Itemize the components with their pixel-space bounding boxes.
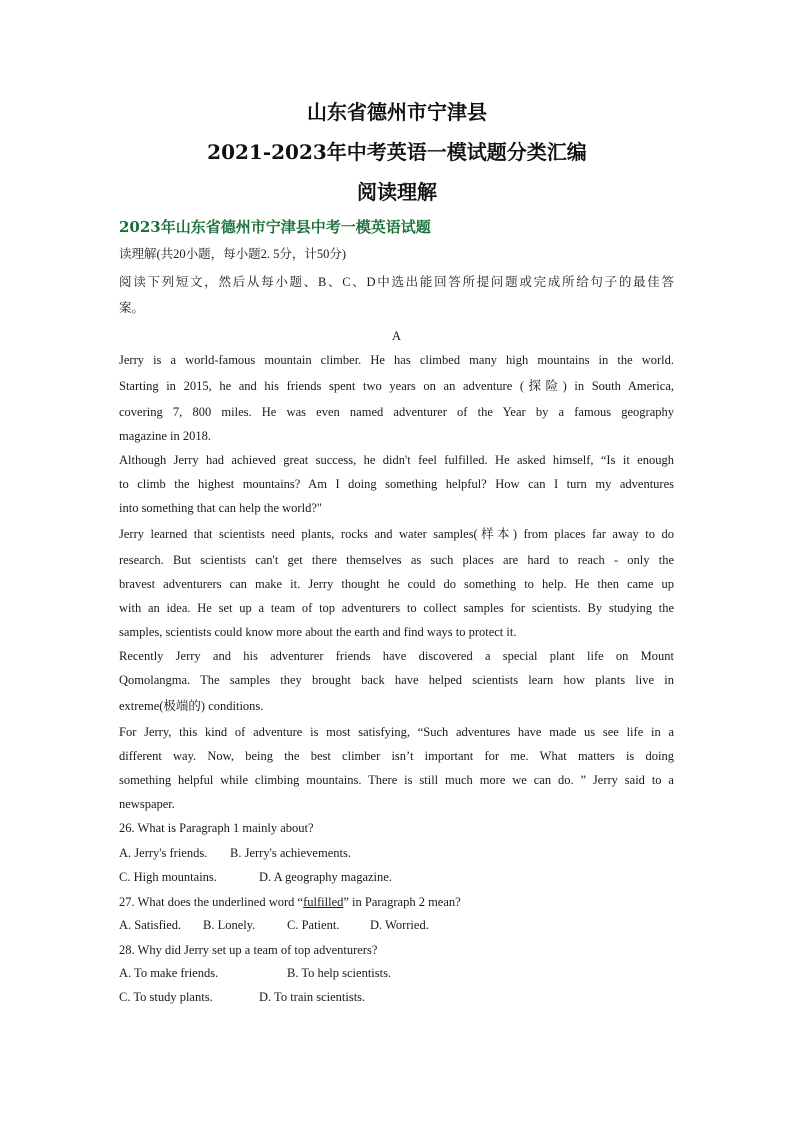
question-26-stem: 26. What is Paragraph 1 mainly about? [119, 821, 314, 835]
q27-stem-before: 27. What does the underlined word “ [119, 895, 304, 909]
q26-option-d: D. A geography magazine. [259, 870, 392, 884]
q26-option-b: B. Jerry's achievements. [230, 846, 351, 860]
passage-line: Qomolangma. The samples they brought back have helped scientists learn how plants live in [119, 673, 674, 687]
q27-option-c: C. Patient. [287, 918, 340, 932]
q28-option-b: B. To help scientists. [287, 966, 392, 980]
instruction-line-3: 案。 [119, 301, 145, 315]
q27-option-a: A. Satisfied. [119, 918, 182, 932]
passage-line: samples, scientists could know more about the earth and find ways to protect it. [119, 625, 517, 639]
q28-option-d: D. To train scientists. [259, 990, 366, 1004]
q27-option-d: D. Worried. [370, 918, 429, 932]
q27-stem-after: ” in Paragraph 2 mean? [343, 895, 461, 909]
exam-source-heading: 2023年山东省德州市宁津县中考一模英语试题 [119, 218, 431, 236]
question-27-stem [119, 894, 674, 910]
passage-line: extreme(极端的) conditions. [119, 699, 264, 713]
passage-line: with an idea. He set up a team of top adventurers to collect samples for scientists. By studying the [119, 601, 674, 615]
passage-line: Jerry learned that scientists need plants, rocks and water samples(样本) from places far away to do [119, 527, 674, 541]
passage-line: Although Jerry had achieved great success, he didn't feel fulfilled. He asked himself, “Is it enough [119, 453, 674, 467]
passage-line: research. But scientists can't get there themselves as such places are hard to reach - only the [119, 553, 674, 567]
passage-line: bravest adventurers can make it. Jerry thought he could do something to help. He then came up [119, 577, 674, 591]
q27-underlined-word: fulfilled [303, 895, 344, 909]
instruction-line-2: 阅读下列短文，然后从每小题、B、C、D中选出能回答所提问题或完成所给句子的最佳答 [119, 275, 674, 289]
passage-line: covering 7, 800 miles. He was even named adventurer of the Year by a famous geography [119, 405, 674, 419]
passage-line: something helpful while climbing mountains. There is still much more we can do. ” Jerry said to a [119, 773, 674, 787]
passage-line: Jerry is a world-famous mountain climber. He has climbed many high mountains in the world. [119, 353, 674, 367]
q28-option-c: C. To study plants. [119, 990, 213, 1004]
q27-option-b: B. Lonely. [203, 918, 256, 932]
passage-line: magazine in 2018. [119, 429, 211, 443]
passage-line: different way. Now, being the best climber isn’t important for me. What matters is doing [119, 749, 674, 763]
passage-line: Starting in 2015, he and his friends spent two years on an adventure (探险) in South America, [119, 379, 674, 393]
q28-option-a: A. To make friends. [119, 966, 219, 980]
q26-option-c: C. High mountains. [119, 870, 217, 884]
title-subject: 2021-2023年中考英语一模试题分类汇编 [207, 140, 587, 164]
passage-line: to climb the highest mountains? Am I doing something helpful? How can I turn my adventures [119, 477, 674, 491]
title-region: 山东省德州市宁津县 [307, 100, 487, 124]
passage-line: For Jerry, this kind of adventure is most satisfying, “Such adventures have made us see life in a [119, 725, 674, 739]
passage-line: Recently Jerry and his adventurer friends have discovered a special plant life on Mount [119, 649, 674, 663]
question-28-stem: 28. Why did Jerry set up a team of top adventurers? [119, 943, 378, 957]
passage-label: A [391, 329, 402, 343]
q26-option-a: A. Jerry's friends. [119, 846, 208, 860]
instruction-line-1: 读理解(共20小题，每小题2. 5分，计50分) [119, 247, 347, 261]
title-section: 阅读理解 [357, 180, 437, 204]
passage-line: newspaper. [119, 797, 175, 811]
passage-line: into something that can help the world?" [119, 501, 322, 515]
